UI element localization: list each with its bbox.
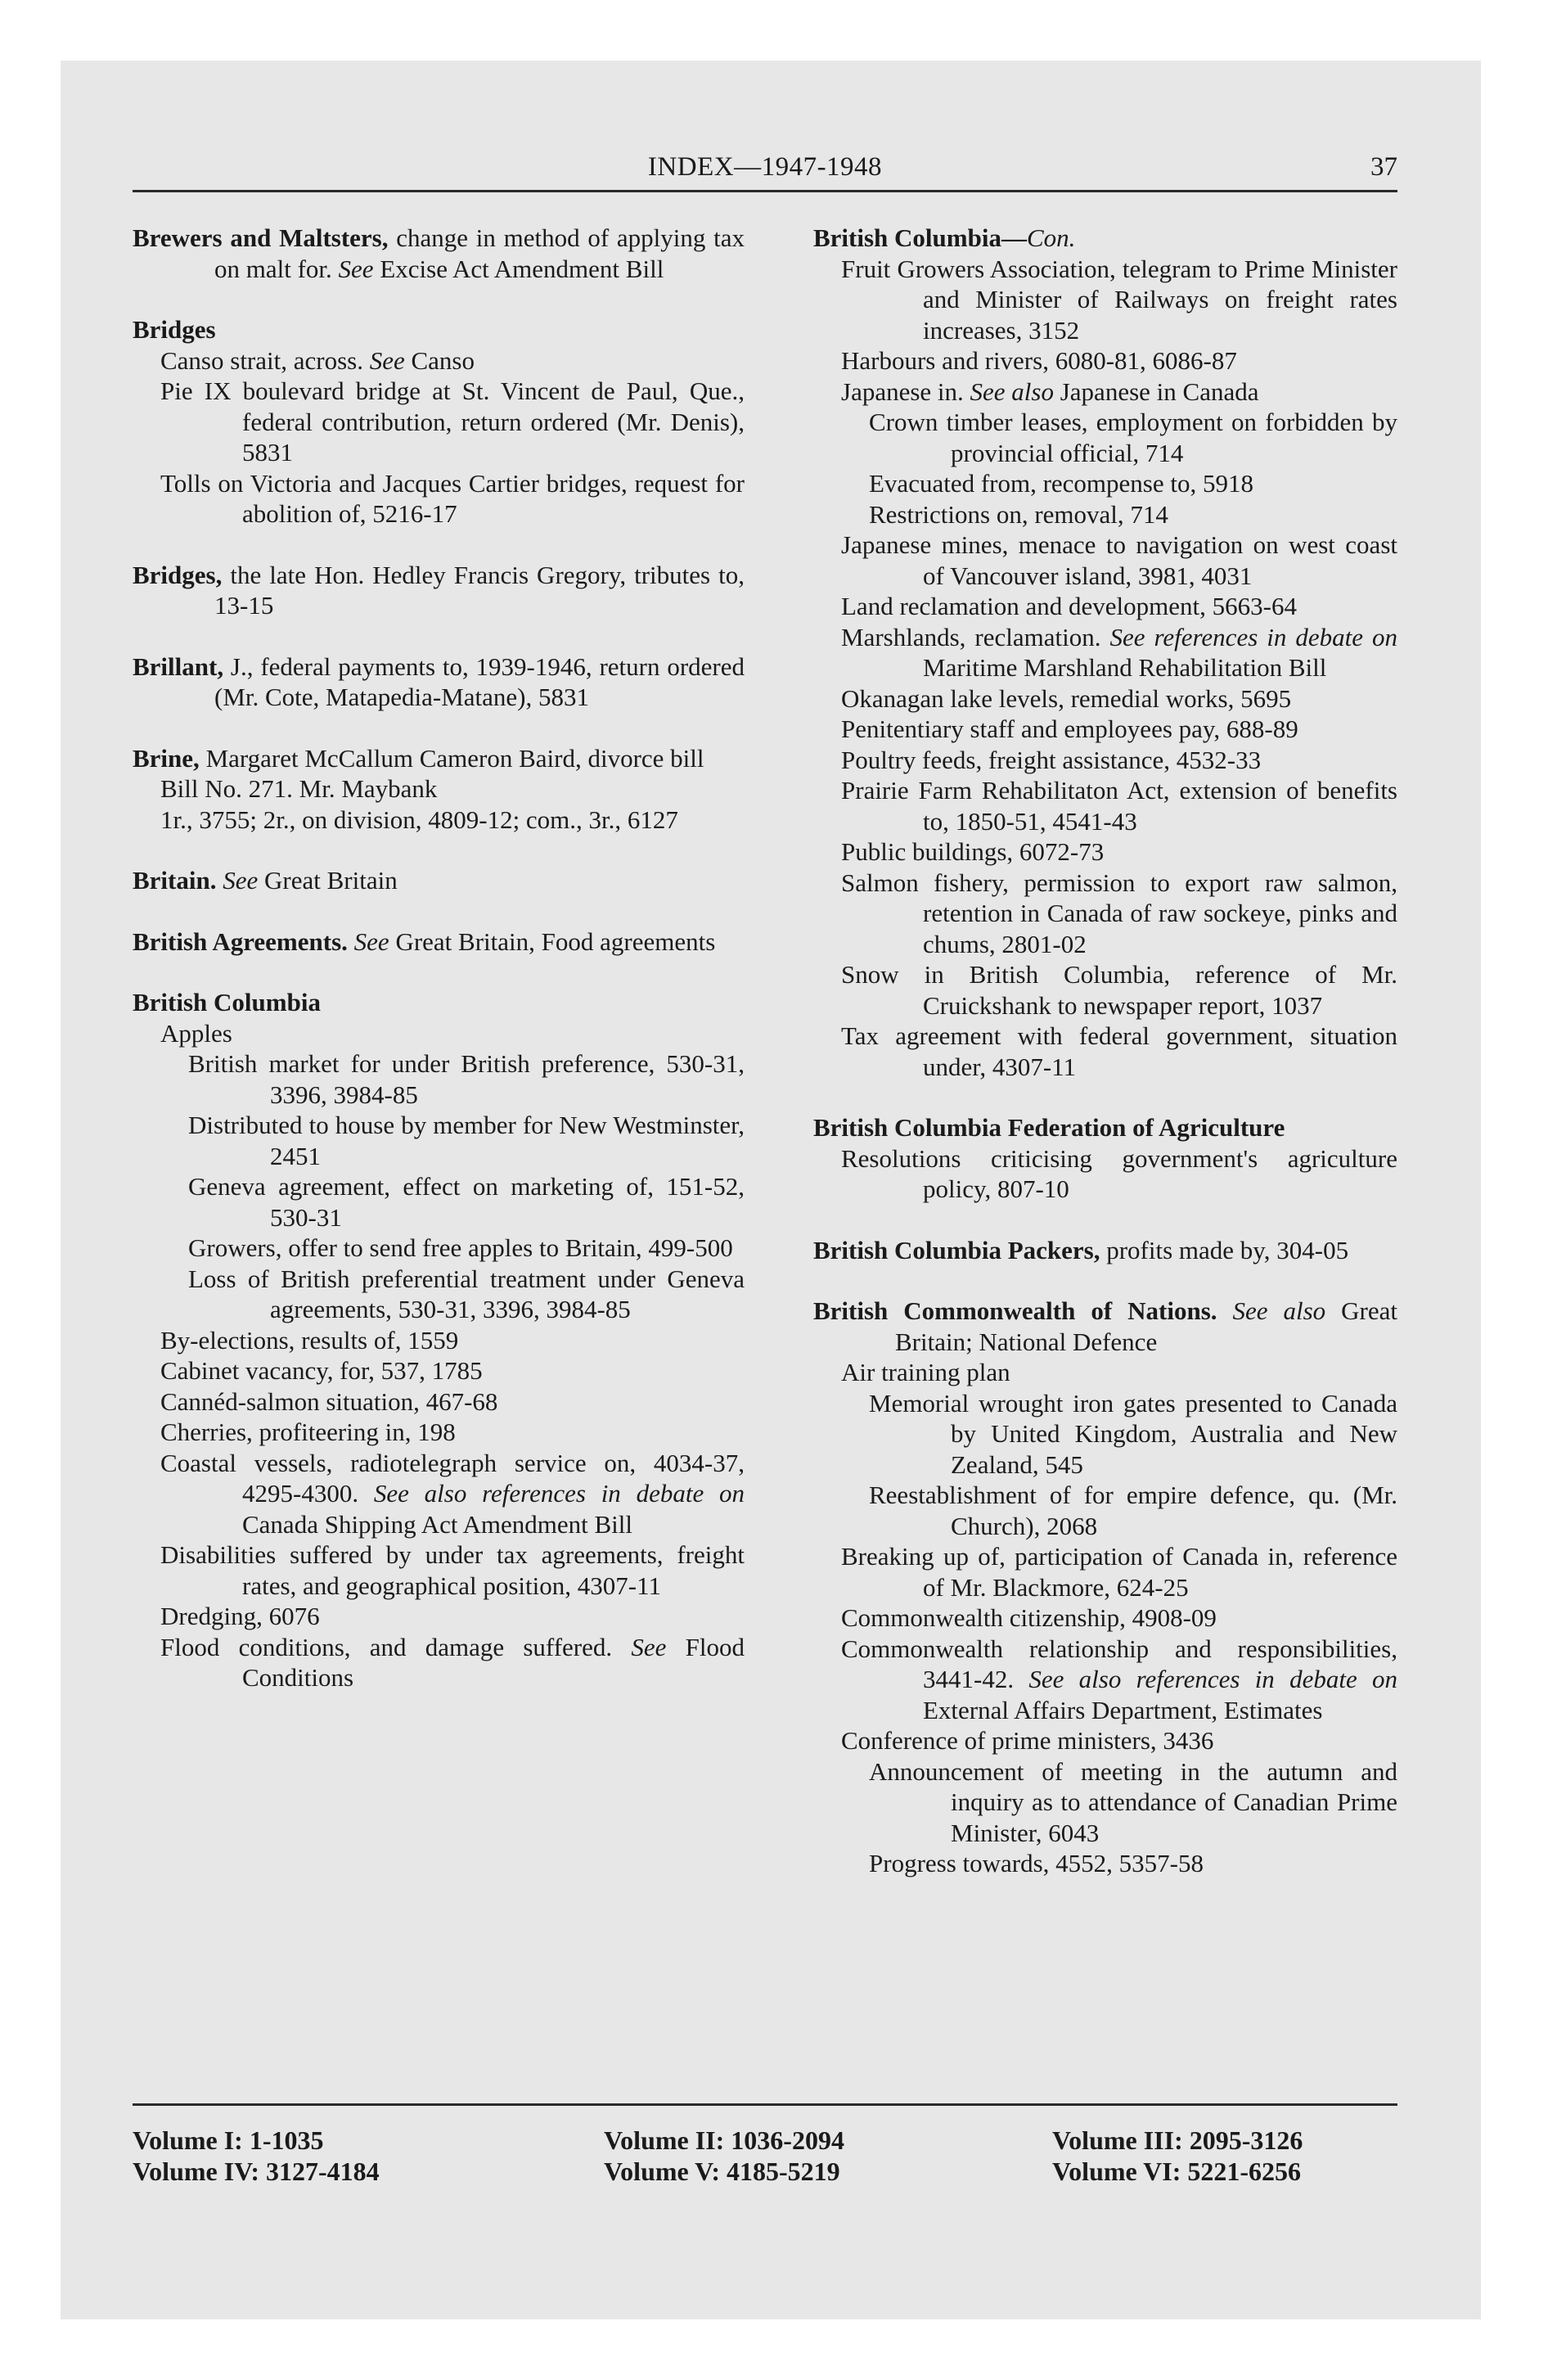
index-entry-brine: Brine, Margaret McCallum Cameron Baird, divorce bill <box>133 743 704 773</box>
subentry-tolls: Tolls on Victoria and Jacques Cartier bridges, request for abolition of, 5216-17 <box>160 468 745 528</box>
right-column <box>813 223 1397 1879</box>
subsubentry-conference: Progress towards, 4552, 5357-58 <box>869 1849 1204 1877</box>
subentry-japanese: Japanese in. See also Japanese in Canada <box>841 376 1259 406</box>
volume-range: Volume I: 1-1035 <box>133 2125 324 2155</box>
header-rule <box>133 190 1397 192</box>
index-entry-british-agreements: British Agreements. See Great Britain, Food agreements <box>133 926 716 956</box>
index-entry-commonwealth: British Commonwealth of Nations. See also Great Britain; National Defence <box>813 1296 1398 1356</box>
index-heading-bc-federation: British Columbia Federation of Agriculture <box>813 1113 1285 1142</box>
index-entry-brillant: Brillant, J., federal payments to, 1939-1946, return ordered (Mr. Cote, Matapedia-Matane), 5831 <box>133 651 745 711</box>
volume-column <box>133 2125 380 2187</box>
subsubentry-apples: Distributed to house by member for New Westminster, 2451 <box>188 1111 745 1170</box>
subsubentry-air-training: Memorial wrought iron gates presented to Canada by United Kingdom, Australia and New Zealand, 545 <box>869 1388 1397 1479</box>
subentry-by-elections: By-elections, results of, 1559 <box>160 1325 459 1355</box>
subentry-cherries: Cherries, profiteering in, 198 <box>160 1418 456 1446</box>
subentry-breaking-up: Breaking up of, participation of Canada in, reference of Mr. Blackmore, 624-25 <box>841 1542 1397 1602</box>
volume-range: Volume VI: 5221-6256 <box>1052 2157 1302 2186</box>
volume-range: Volume IV: 3127-4184 <box>133 2157 380 2186</box>
subentry-disabilities: Disabilities suffered by under tax agreements, freight rates, and geographical position, 4307-11 <box>160 1540 745 1600</box>
subentry-tax: Tax agreement with federal government, situation under, 4307-11 <box>841 1021 1397 1081</box>
index-entry-brewers: Brewers and Maltsters, change in method of applying tax on malt for. See Excise Act Amendment Bill <box>133 223 745 283</box>
subentry-readings: 1r., 3755; 2r., on division, 4809-12; com., 3r., 6127 <box>160 805 678 834</box>
index-entry-bc-packers: British Columbia Packers, profits made by, 304-05 <box>813 1235 1349 1264</box>
subentry-dredging: Dredging, 6076 <box>160 1602 320 1630</box>
volume-column <box>604 2125 844 2187</box>
subentry-snow: Snow in British Columbia, reference of Mr. Cruickshank to newspaper report, 1037 <box>841 960 1397 1020</box>
subentry-cabinet: Cabinet vacancy, for, 537, 1785 <box>160 1356 483 1385</box>
subentry-pie-ix: Pie IX boulevard bridge at St. Vincent de Paul, Que., federal contribution, return ordered (Mr. Denis), 5831 <box>160 376 745 467</box>
subentry-air-training: Air training plan <box>841 1358 1010 1386</box>
subentry-fruit-growers: Fruit Growers Association, telegram to Prime Minister and Minister of Railways on freight rates increases, 3152 <box>841 254 1397 345</box>
subentry-apples: Apples <box>160 1018 232 1048</box>
page-number: 37 <box>1370 152 1397 182</box>
subsubentry-japanese: Restrictions on, removal, 714 <box>869 499 1168 529</box>
subsubentry-air-training: Reestablishment of for empire defence, qu. (Mr. Church), 2068 <box>869 1481 1397 1540</box>
subentry-japanese-mines: Japanese mines, menace to navigation on west coast of Vancouver island, 3981, 4031 <box>841 530 1397 590</box>
subentry-salmon: Salmon fishery, permission to export raw salmon, retention in Canada of raw sockeye, pinks and chums, 2801-02 <box>841 868 1397 958</box>
subentry-bill-no: Bill No. 271. Mr. Maybank <box>160 774 438 803</box>
volume-column <box>1052 2125 1303 2187</box>
subsubentry-conference: Announcement of meeting in the autumn and inquiry as to attendance of Canadian Prime Minister, 6043 <box>869 1756 1397 1847</box>
subentry-marshlands: Marshlands, reclamation. See references in debate on Maritime Marshland Rehabilitation Bill <box>841 622 1397 682</box>
index-entry-bridges-late: Bridges, the late Hon. Hedley Francis Gregory, tributes to, 13-15 <box>133 560 745 620</box>
subsubentry-apples: Loss of British preferential treatment under Geneva agreements, 530-31, 3396, 3984-85 <box>188 1264 745 1323</box>
volume-range: Volume II: 1036-2094 <box>604 2125 844 2155</box>
index-heading-bridges: Bridges <box>133 315 216 344</box>
footer-rule <box>133 2103 1397 2106</box>
subentry-penitentiary: Penitentiary staff and employees pay, 688-89 <box>841 714 1298 743</box>
subentry-harbours: Harbours and rivers, 6080-81, 6086-87 <box>841 346 1237 375</box>
index-heading-british-columbia: British Columbia <box>133 988 321 1016</box>
subentry-prairie: Prairie Farm Rehabilitaton Act, extension of benefits to, 1850-51, 4541-43 <box>841 776 1397 836</box>
subentry-resolutions: Resolutions criticising government's agriculture policy, 807-10 <box>841 1143 1397 1203</box>
subentry-public-buildings: Public buildings, 6072-73 <box>841 837 1105 866</box>
subsubentry-apples: British market for under British preference, 530-31, 3396, 3984-85 <box>188 1049 745 1109</box>
subentry-canned-salmon: Cannéd-salmon situation, 467-68 <box>160 1386 498 1416</box>
index-heading-bc-continued: British Columbia—Con. <box>813 223 1076 252</box>
subentry-flood: Flood conditions, and damage suffered. See Flood Conditions <box>160 1632 745 1692</box>
subentry-conference: Conference of prime ministers, 3436 <box>841 1726 1214 1755</box>
subsubentry-japanese: Evacuated from, recompense to, 5918 <box>869 469 1253 498</box>
left-column <box>133 223 745 1693</box>
subentry-coastal: Coastal vessels, radiotelegraph service on, 4034-37, 4295-4300. See also references in debate on Canada Shipping Act Amendment Bill <box>160 1448 745 1539</box>
subentry-canso: Canso strait, across. See Canso <box>160 345 475 375</box>
volume-range: Volume V: 4185-5219 <box>604 2157 840 2186</box>
subsubentry-apples: Growers, offer to send free apples to Britain, 499-500 <box>188 1233 733 1262</box>
subsubentry-japanese: Crown timber leases, employment on forbidden by provincial official, 714 <box>869 408 1397 467</box>
subentry-citizenship: Commonwealth citizenship, 4908-09 <box>841 1603 1217 1632</box>
subentry-poultry: Poultry feeds, freight assistance, 4532-33 <box>841 745 1262 774</box>
subentry-land-reclamation: Land reclamation and development, 5663-64 <box>841 592 1297 620</box>
page-title: INDEX—1947-1948 <box>647 152 883 182</box>
subentry-relationship: Commonwealth relationship and responsibilities, 3441-42. See also references in debate on External Affairs Department, Estimates <box>841 1634 1397 1724</box>
page-header <box>133 152 1397 193</box>
subsubentry-apples: Geneva agreement, effect on marketing of, 151-52, 530-31 <box>188 1172 745 1232</box>
volume-range: Volume III: 2095-3126 <box>1052 2125 1303 2155</box>
index-entry-britain: Britain. See Great Britain <box>133 866 398 895</box>
subentry-okanagan: Okanagan lake levels, remedial works, 5695 <box>841 683 1292 713</box>
